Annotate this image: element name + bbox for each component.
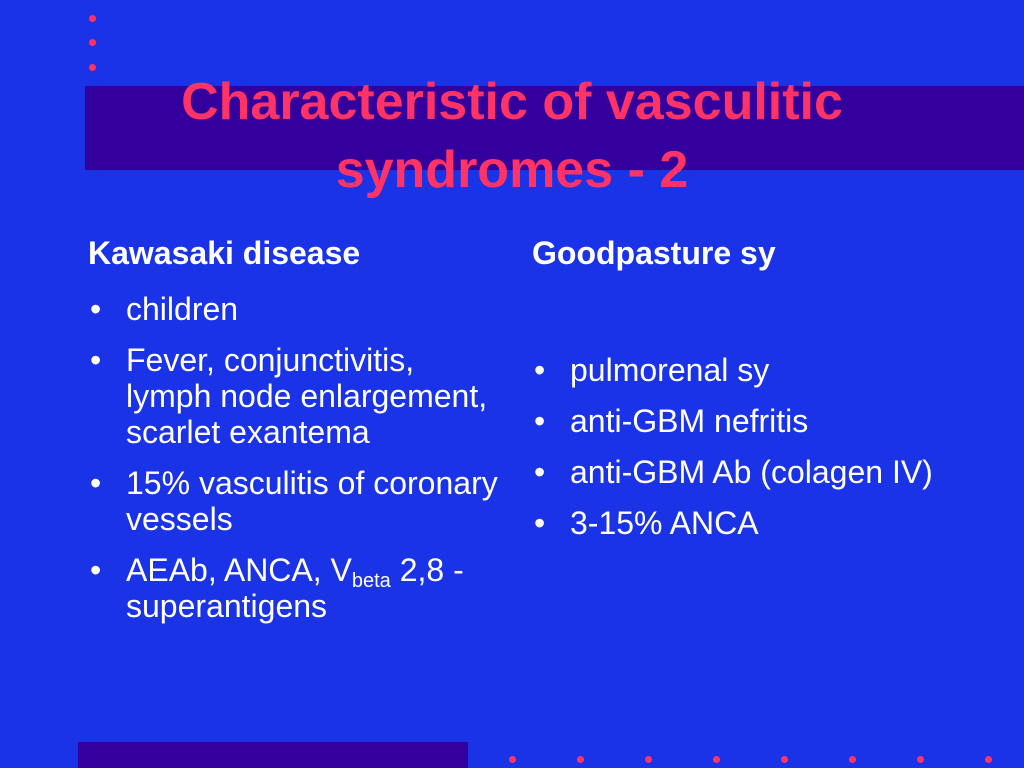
list-item-text: anti-GBM nefritis [570,403,809,439]
bullet-icon: • [90,291,102,327]
list-item [532,505,952,541]
decor-dot-icon [509,756,516,763]
right-heading: Goodpasture sy [532,235,776,271]
decor-dot-icon [89,39,96,46]
list-item-text: 15% vasculitis of coronary vessels [126,465,498,537]
list-item-text: pulmorenal sy [570,352,770,388]
decor-dot-icon [985,756,992,763]
left-bullet-list [88,291,498,624]
decor-dot-icon [577,756,584,763]
slide-title: Characteristic of vasculitic syndromes - 2 [181,73,843,199]
list-item-text-pre: AEAb, ANCA, V [126,552,352,588]
bullet-icon: • [534,505,546,541]
list-item [88,342,498,450]
list-item [88,552,498,624]
list-item [88,465,498,537]
bullet-icon: • [90,552,102,588]
subscript-text: beta [351,570,391,592]
bullet-icon: • [90,342,102,378]
decor-dot-icon [713,756,720,763]
decor-dot-icon [645,756,652,763]
list-item-text: anti-GBM Ab (colagen IV) [570,454,933,490]
bullet-icon: • [534,454,546,490]
list-item-text-post: 2,8 - superantigens [126,552,464,624]
left-heading: Kawasaki disease [88,235,361,271]
list-item [532,403,952,439]
decor-dot-icon [89,15,96,22]
list-item [532,454,952,490]
list-item [532,352,952,388]
left-column [88,235,498,639]
footer-band [78,742,468,768]
list-item-text: Fever, conjunctivitis, lymph node enlargement, scarlet exantema [126,342,488,450]
list-item-text: 3-15% ANCA [570,505,759,541]
right-bullet-list [532,352,952,541]
bullet-icon: • [90,465,102,501]
decor-dot-icon [917,756,924,763]
bullet-icon: • [534,352,546,388]
decor-dot-icon [781,756,788,763]
right-column [532,235,952,556]
list-item [88,291,498,327]
bullet-icon: • [534,403,546,439]
decor-dot-icon [849,756,856,763]
list-item-text: children [126,291,239,327]
